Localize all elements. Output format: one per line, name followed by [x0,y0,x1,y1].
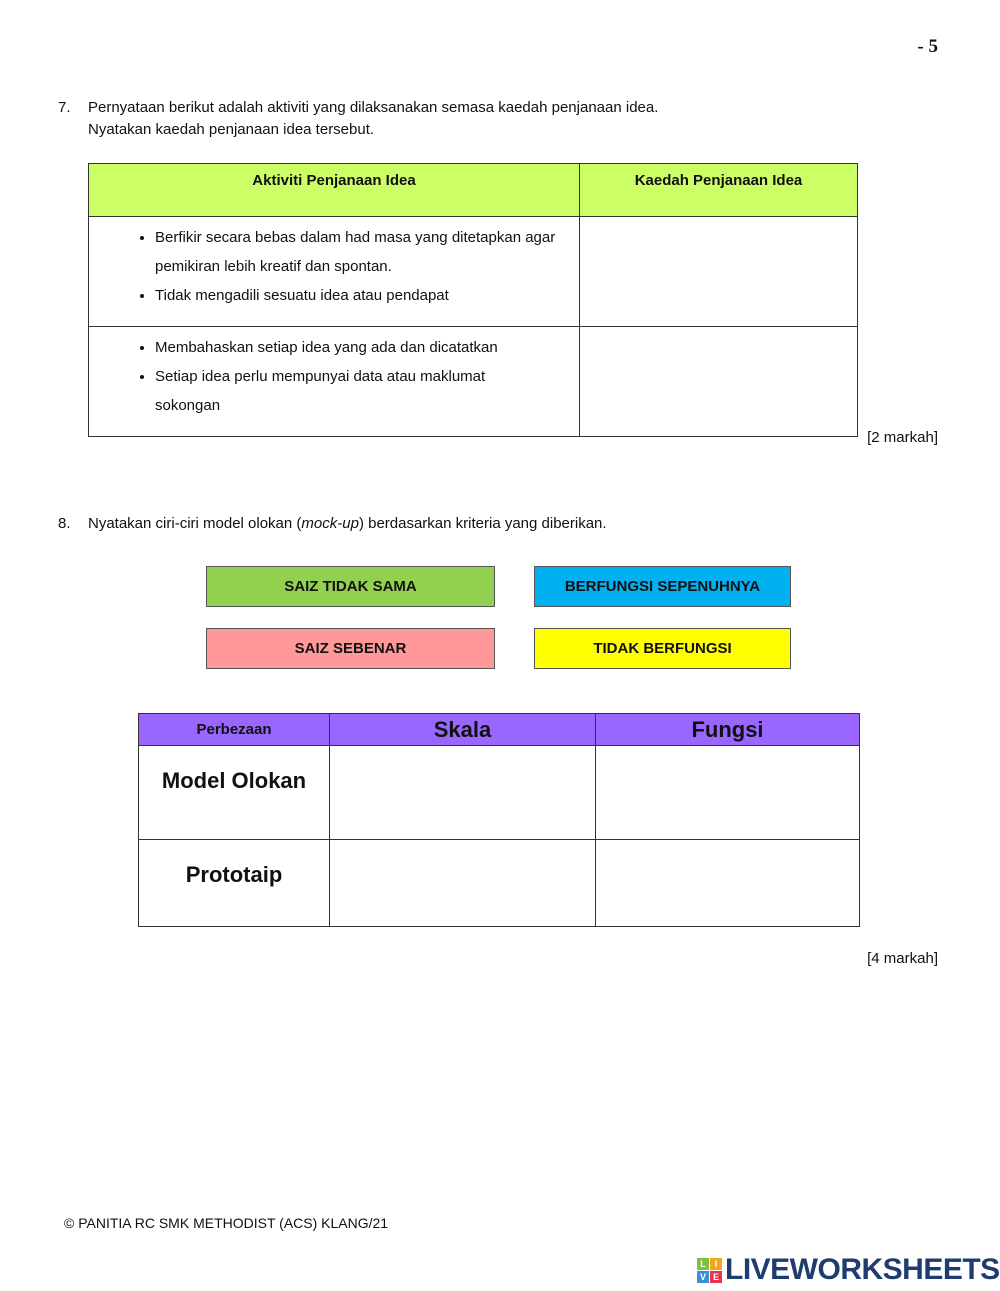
header-method: Kaedah Penjanaan Idea [580,164,858,217]
q8-text-italic: mock-up [301,515,359,532]
q7-marks: [2 markah] [867,429,938,446]
header-fungsi: Fungsi [596,714,860,746]
bullet-item: • Membahaskan setiap idea yang ada dan dicatatkan [155,333,579,362]
q8-text [88,513,607,535]
option-tidak-berfungsi[interactable]: TIDAK BERFUNGSI [534,628,791,669]
table-row [89,327,858,437]
drop-zone[interactable] [330,746,596,840]
logo-text: LIVEWORKSHEETS [725,1253,1000,1286]
answer-field[interactable] [580,217,858,327]
logo-letter: I [710,1258,722,1270]
bullet-item: • Berfikir secara bebas dalam had masa yang ditetapkan agar pemikiran lebih kreatif dan spontan. [155,223,579,281]
q8-text-part: Nyatakan ciri-ciri model olokan ( [88,515,302,532]
page-number: - 5 [917,36,938,57]
q7-text: Pernyataan berikut adalah aktiviti yang dilaksanakan semasa kaedah penjanaan idea. [88,99,659,116]
bullet-item: • Tidak mengadili sesuatu idea atau pendapat [155,281,579,310]
q7-instruction: Nyatakan kaedah penjanaan idea tersebut. [88,121,375,138]
logo-letter: L [697,1258,709,1270]
bullet-item: • Setiap idea perlu mempunyai data atau maklumat sokongan [155,362,579,420]
liveworksheets-logo [697,1253,1000,1287]
q7-number: 7. [58,99,71,116]
logo-letter: V [697,1271,709,1283]
option-saiz-tidak-sama[interactable]: SAIZ TIDAK SAMA [206,566,495,607]
q8-marks: [4 markah] [867,950,938,967]
answer-field[interactable] [580,327,858,437]
q8-table [138,713,860,927]
table-row [139,840,860,927]
row-label: Model Olokan [139,746,330,840]
drop-zone[interactable] [596,746,860,840]
logo-icon [697,1258,722,1283]
q8-text-part: ) berdasarkan kriteria yang diberikan. [358,515,607,532]
q8-number: 8. [58,515,71,532]
option-saiz-sebenar[interactable]: SAIZ SEBENAR [206,628,495,669]
drop-zone[interactable] [330,840,596,927]
header-perbezaan: Perbezaan [139,714,330,746]
row-label: Prototaip [139,840,330,927]
drop-zone[interactable] [596,840,860,927]
option-berfungsi-sepenuhnya[interactable]: BERFUNGSI SEPENUHNYA [534,566,791,607]
header-skala: Skala [330,714,596,746]
logo-letter: E [710,1271,722,1283]
q7-table [88,163,858,437]
table-row [139,746,860,840]
header-activity: Aktiviti Penjanaan Idea [89,164,580,217]
footer-copyright: © PANITIA RC SMK METHODIST (ACS) KLANG/21 [64,1215,389,1231]
table-row [89,217,858,327]
